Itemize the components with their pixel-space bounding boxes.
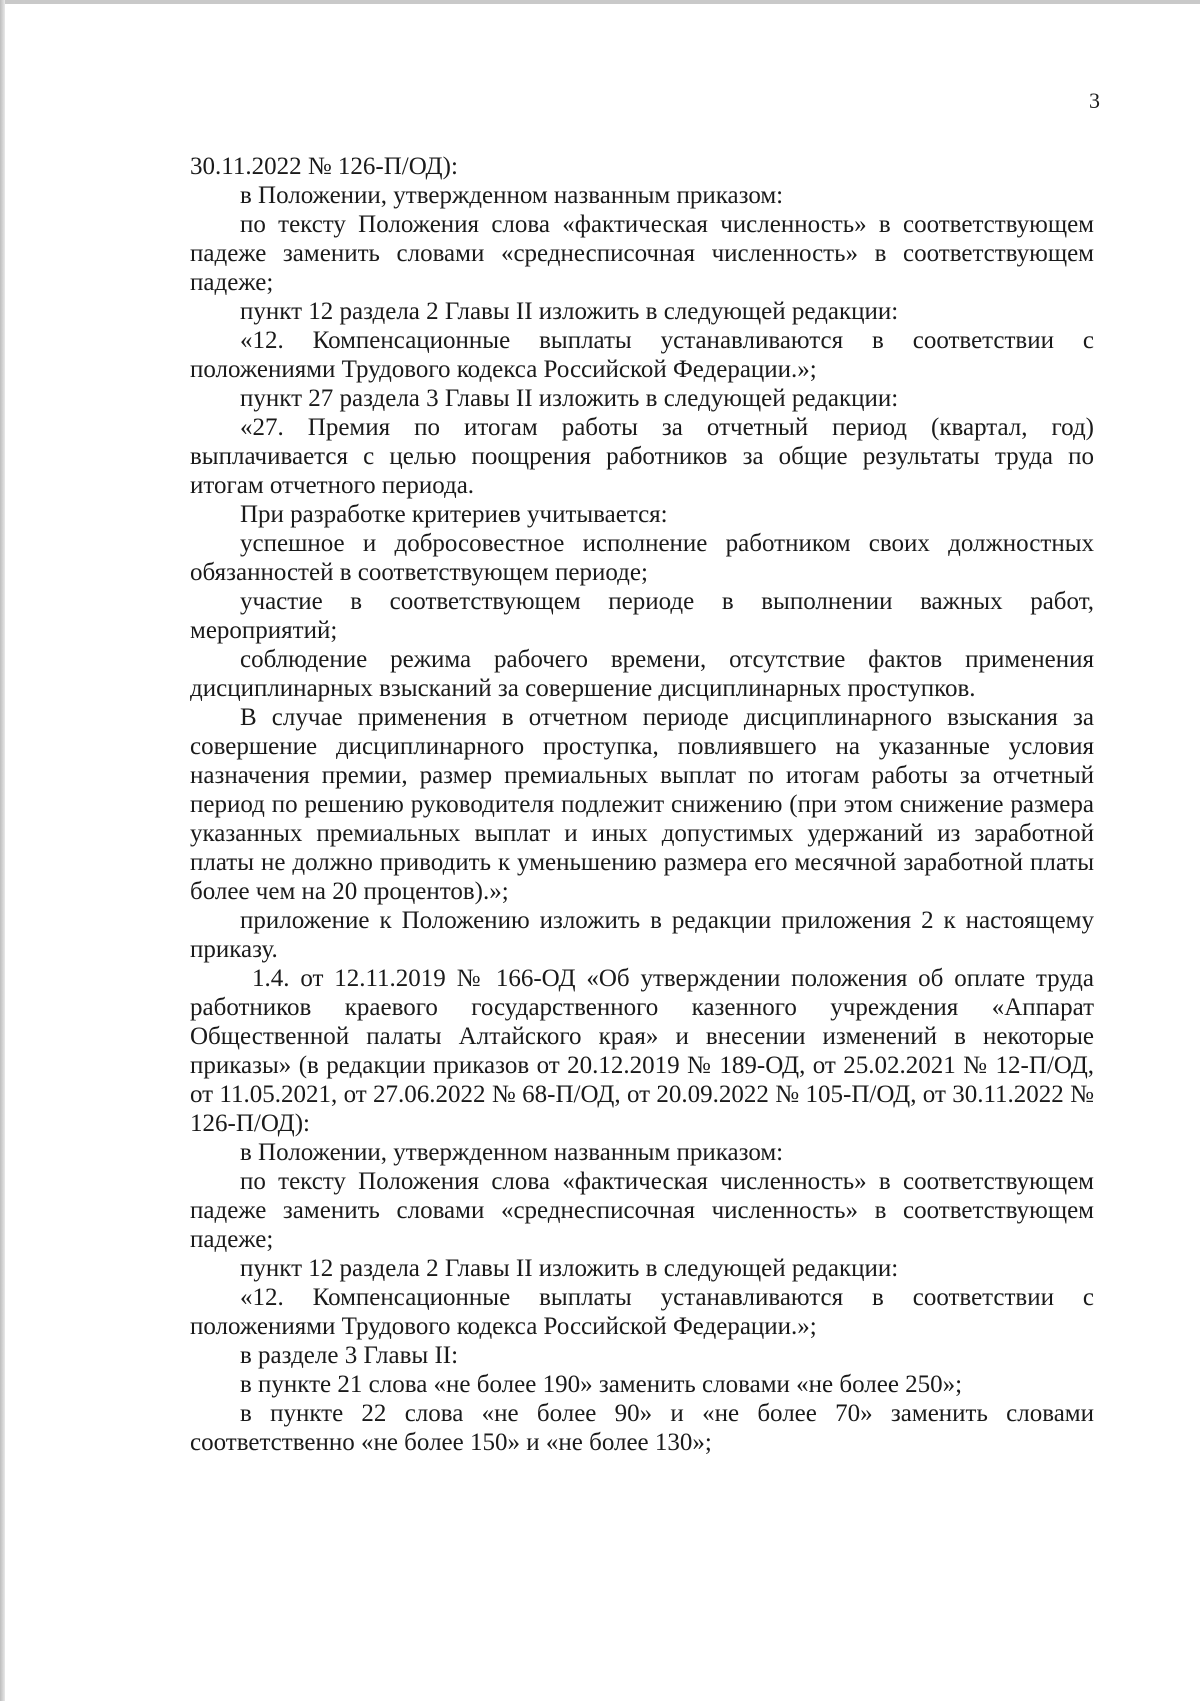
paragraph: пункт 27 раздела 3 Главы II изложить в следующей редакции: xyxy=(240,385,899,412)
scan-edge-top xyxy=(0,0,1200,4)
paragraph: «12. Компенсационные выплаты устанавливаются в соответствии с положениями Трудового кодекса Российской Федерации.»; xyxy=(190,327,1094,383)
paragraph: В случае применения в отчетном периоде дисциплинарного взыскания за совершение дисциплинарного проступка, повлиявшего на указанные условия назначения премии, размер премиальных выплат по итогам работы за отчетный период по решению руководителя подлежит снижению (при этом снижение размера указанных премиальных выплат и иных допустимых удержаний из заработной платы не должно приводить к уменьшению размера его месячной заработной платы более чем на 20 процентов).»; xyxy=(190,704,1094,905)
paragraph: в пункте 22 слова «не более 90» и «не более 70» заменить словами соответственно «не более 150» и «не более 130»; xyxy=(190,1400,1094,1456)
page-number: 3 xyxy=(1089,88,1100,113)
paragraph: При разработке критериев учитывается: xyxy=(240,501,668,528)
paragraph: по тексту Положения слова «фактическая численность» в соответствующем падеже заменить словами «среднесписочная численность» в соответствующем падеже; xyxy=(190,1168,1094,1253)
paragraph: в Положении, утвержденном названным приказом: xyxy=(240,1139,784,1166)
paragraph: участие в соответствующем периоде в выполнении важных работ, мероприятий; xyxy=(190,588,1094,644)
paragraph: в Положении, утвержденном названным приказом: xyxy=(240,182,784,209)
paragraph: «12. Компенсационные выплаты устанавливаются в соответствии с положениями Трудового кодекса Российской Федерации.»; xyxy=(190,1284,1094,1340)
document-body xyxy=(190,152,1094,1457)
paragraph: соблюдение режима рабочего времени, отсутствие фактов применения дисциплинарных взысканий за совершение дисциплинарных проступков. xyxy=(190,646,1094,702)
paragraph: 1.4. от 12.11.2019 № 166-ОД «Об утверждении положения об оплате труда работников краевого государственного казенного учреждения «Аппарат Общественной палаты Алтайского края» и внесении изменений в некоторые приказы» (в редакции приказов от 20.12.2019 № 189-ОД, от 25.02.2021 № 12-П/ОД, от 11.05.2021, от 27.06.2022 № 68-П/ОД, от 20.09.2022 № 105-П/ОД, от 30.11.2022 № 126-П/ОД): xyxy=(190,965,1094,1137)
paragraph: по тексту Положения слова «фактическая численность» в соответствующем падеже заменить словами «среднесписочная численность» в соответствующем падеже; xyxy=(190,211,1094,296)
paragraph: в разделе 3 Главы II: xyxy=(240,1342,459,1369)
paragraph: успешное и добросовестное исполнение работником своих должностных обязанностей в соответствующем периоде; xyxy=(190,530,1094,586)
paragraph: пункт 12 раздела 2 Главы II изложить в следующей редакции: xyxy=(240,1255,899,1282)
scan-edge-left xyxy=(0,0,5,1701)
paragraph: приложение к Положению изложить в редакции приложения 2 к настоящему приказу. xyxy=(190,907,1094,963)
paragraph: «27. Премия по итогам работы за отчетный период (квартал, год) выплачивается с целью поощрения работников за общие результаты труда по итогам отчетного периода. xyxy=(190,414,1094,499)
paragraph: в пункте 21 слова «не более 190» заменить словами «не более 250»; xyxy=(240,1371,963,1398)
paragraph: 30.11.2022 № 126-П/ОД): xyxy=(190,153,458,180)
paragraph: пункт 12 раздела 2 Главы II изложить в следующей редакции: xyxy=(240,298,899,325)
